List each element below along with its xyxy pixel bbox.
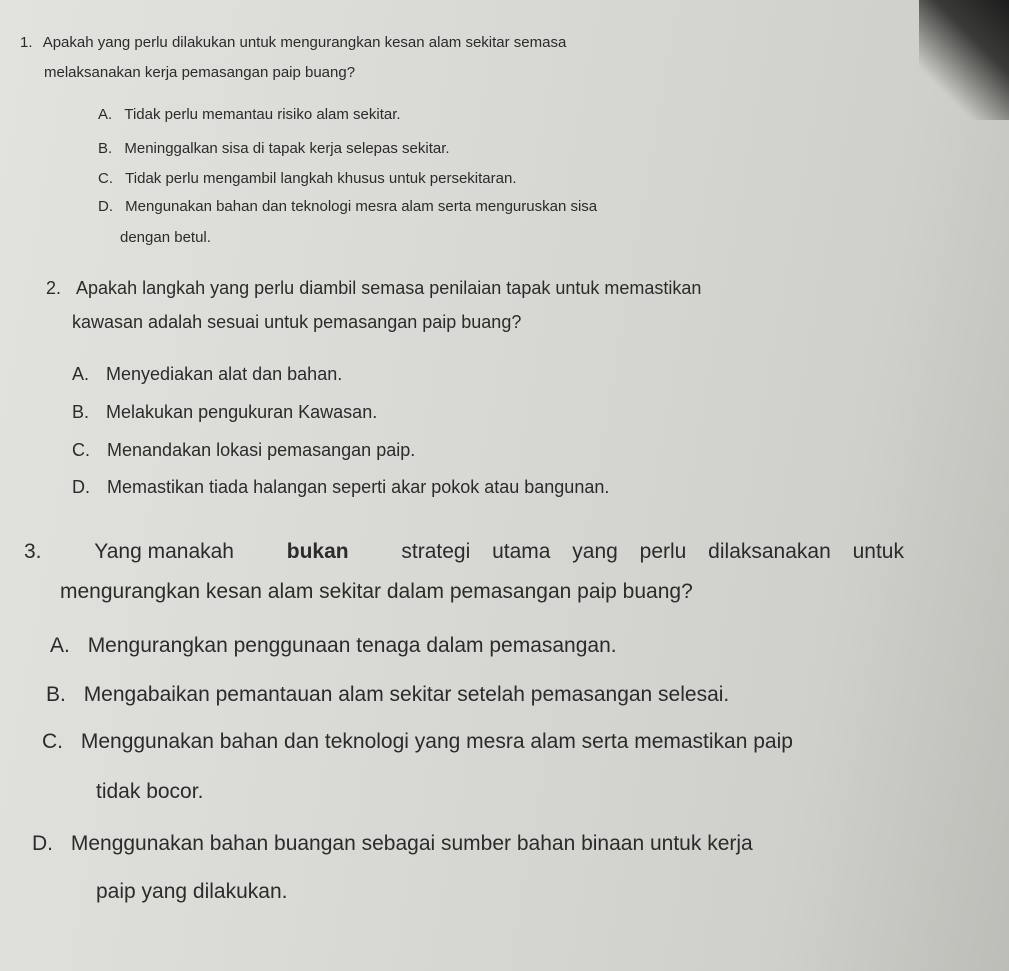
- option-2c[interactable]: [72, 440, 415, 461]
- option-text: Meninggalkan sisa di tapak kerja selepas sekitar.: [124, 140, 450, 157]
- question-text-post: strategi utama yang perlu dilaksanakan untuk: [401, 540, 904, 563]
- option-2d[interactable]: [72, 477, 609, 498]
- option-text: Mengunakan bahan dan teknologi mesra alam serta menguruskan sisa: [125, 198, 598, 215]
- option-1b[interactable]: [98, 140, 450, 157]
- option-text: Tidak perlu mengambil langkah khusus untuk persekitaran.: [125, 170, 517, 187]
- question-text-pre: Yang manakah: [94, 540, 234, 563]
- option-letter: B.: [46, 683, 66, 706]
- option-letter: D.: [72, 477, 90, 497]
- question-text: Apakah langkah yang perlu diambil semasa penilaian tapak untuk memastikan: [76, 278, 702, 298]
- question-2-stem-line2: kawasan adalah sesuai untuk pemasangan paip buang?: [72, 312, 522, 332]
- option-text: Mengurangkan penggunaan tenaga dalam pemasangan.: [87, 634, 617, 657]
- option-letter: D.: [98, 198, 113, 215]
- question-number: 2.: [46, 278, 62, 298]
- option-letter: A.: [50, 634, 70, 657]
- option-text: Mengabaikan pemantauan alam sekitar setelah pemasangan selesai.: [83, 683, 730, 706]
- option-text: Menandakan lokasi pemasangan paip.: [107, 440, 416, 460]
- option-text: Menyediakan alat dan bahan.: [106, 364, 343, 384]
- question-number: 3.: [24, 540, 42, 563]
- photo-corner-shadow: [919, 0, 1009, 120]
- question-2-stem-line1: [46, 278, 701, 299]
- option-letter: C.: [42, 730, 63, 753]
- question-3-stem-line2: mengurangkan kesan alam sekitar dalam pemasangan paip buang?: [60, 580, 693, 603]
- option-3c-continuation: tidak bocor.: [96, 780, 204, 803]
- option-text: Melakukan pengukuran Kawasan.: [106, 402, 378, 422]
- option-1d-continuation: dengan betul.: [120, 229, 211, 246]
- option-3c[interactable]: [42, 730, 793, 754]
- option-2b[interactable]: [72, 402, 377, 423]
- option-3d-continuation: paip yang dilakukan.: [96, 880, 288, 903]
- option-letter: A.: [98, 106, 113, 123]
- option-text: Menggunakan bahan buangan sebagai sumber bahan binaan untuk kerja: [70, 832, 753, 855]
- question-number: 1.: [20, 34, 33, 51]
- option-text: Tidak perlu memantau risiko alam sekitar.: [124, 106, 401, 123]
- option-letter: B.: [98, 140, 113, 157]
- option-3b[interactable]: [46, 683, 729, 707]
- option-1a[interactable]: [98, 106, 401, 123]
- option-text: Menggunakan bahan dan teknologi yang mesra alam serta memastikan paip: [80, 730, 793, 753]
- question-1-stem-line2: melaksanakan kerja pemasangan paip buang?: [44, 64, 356, 81]
- option-3a[interactable]: [50, 634, 617, 658]
- option-1c[interactable]: [98, 170, 517, 187]
- option-2a[interactable]: [72, 364, 342, 385]
- option-letter: A.: [72, 364, 90, 384]
- option-text: Memastikan tiada halangan seperti akar pokok atau bangunan.: [107, 477, 610, 497]
- question-text: Apakah yang perlu dilakukan untuk mengurangkan kesan alam sekitar semasa: [42, 34, 567, 51]
- option-letter: B.: [72, 402, 90, 422]
- option-letter: C.: [72, 440, 90, 460]
- question-1-stem-line1: [20, 34, 566, 51]
- option-letter: C.: [98, 170, 113, 187]
- option-3d[interactable]: [32, 832, 753, 856]
- option-letter: D.: [32, 832, 53, 855]
- option-1d[interactable]: [98, 198, 597, 215]
- question-text-emphasis: bukan: [286, 540, 349, 563]
- question-3-stem-line1: [24, 540, 904, 564]
